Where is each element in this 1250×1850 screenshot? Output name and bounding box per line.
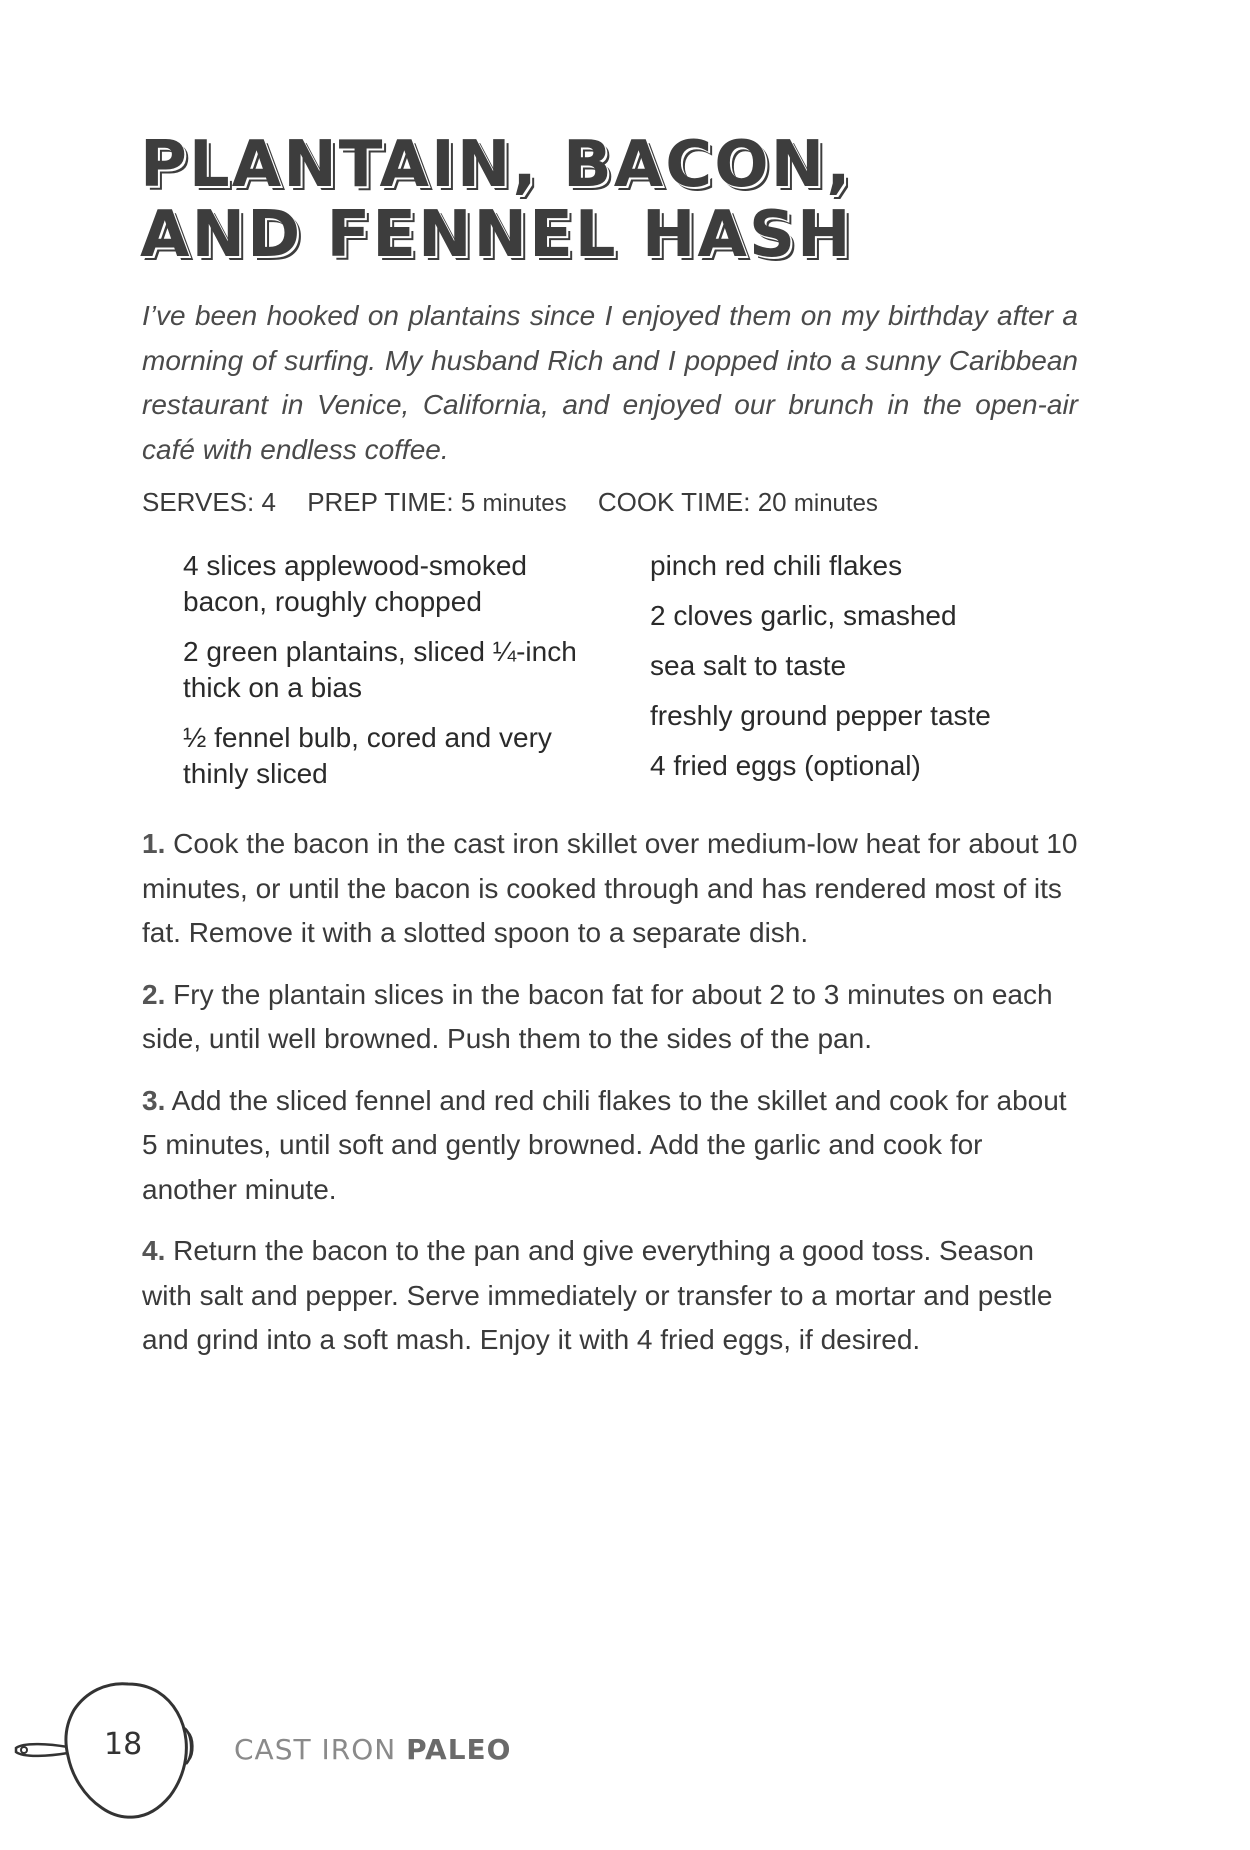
skillet-icon <box>10 1680 210 1845</box>
step-text: Fry the plantain slices in the bacon fat for about 2 to 3 minutes on each side, until well browned. Push them to the sides of the pan. <box>142 978 1053 1054</box>
step-number: 1. <box>142 828 166 859</box>
recipe-title <box>140 130 1100 270</box>
recipe-title-line-1: PLANTAIN, BACON, <box>140 128 853 202</box>
step-number: 4. <box>142 1235 166 1266</box>
prep-time-label: PREP TIME: <box>307 487 454 517</box>
step-text: Cook the bacon in the cast iron skillet over medium-low heat for about 10 minutes, or until the bacon is cooked through and has rendered most of its fat. Remove it with a slotted spoon to a separate dish. <box>142 828 1078 948</box>
recipe-meta <box>142 487 902 518</box>
instruction-step <box>142 822 1082 956</box>
step-text: Return the bacon to the pan and give everything a good toss. Season with salt and pepper. Serve immediately or transfer to a mortar and pestle and grind into a soft mash. Enjoy it with 4 fried eggs, if desired. <box>142 1235 1053 1355</box>
prep-time-value: 5 <box>460 487 476 517</box>
ingredient-item: 4 fried eggs (optional) <box>650 750 921 781</box>
cook-time-label: COOK TIME: <box>597 487 751 517</box>
serves-label: SERVES: <box>142 487 255 517</box>
book-title-footer <box>234 1733 512 1766</box>
instruction-step <box>142 1229 1082 1363</box>
step-number: 2. <box>142 978 166 1010</box>
cook-time-value: 20 <box>757 487 787 517</box>
instructions <box>142 822 1082 1380</box>
cook-time-unit: minutes <box>793 490 878 517</box>
prep-time-info <box>307 487 574 517</box>
ingredient-item: ½ fennel bulb, cored and very thinly sliced <box>183 722 552 789</box>
book-title-bold: PALEO <box>406 1733 512 1766</box>
ingredient-item: sea salt to taste <box>650 650 847 681</box>
ingredients-right-column <box>650 548 1100 798</box>
recipe-intro: I’ve been hooked on plantains since I enjoyed them on my birthday after a morning of surfing. My husband Rich and I popped into a sunny Caribbean restaurant in Venice, California, and enjoyed our brunch in the open-air café with endless coffee. <box>142 300 1078 465</box>
instruction-step <box>142 973 1082 1062</box>
step-number: 3. <box>142 1084 166 1116</box>
ingredient-item: 2 green plantains, sliced ¼-inch thick on a bias <box>183 636 577 703</box>
recipe-title-line-2: AND FENNEL HASH <box>140 198 853 272</box>
ingredients-left-column <box>183 548 603 806</box>
instruction-step <box>142 1079 1082 1213</box>
serves-info <box>142 487 283 517</box>
cook-time-info <box>598 487 878 517</box>
ingredient-item: pinch red chili flakes <box>650 550 903 581</box>
book-title-light: CAST IRON <box>234 1733 397 1766</box>
ingredient-item: freshly ground pepper taste <box>650 700 991 731</box>
step-text: Add the sliced fennel and red chili flakes to the skillet and cook for about 5 minutes, until soft and gently browned. Add the garlic and cook for another minute. <box>142 1084 1067 1205</box>
prep-time-unit: minutes <box>482 490 567 517</box>
ingredient-item: 2 cloves garlic, smashed <box>650 600 957 631</box>
serves-value: 4 <box>261 487 276 517</box>
page-number: 18 <box>104 1727 143 1762</box>
ingredient-item: 4 slices applewood-smoked bacon, roughly chopped <box>183 550 527 617</box>
